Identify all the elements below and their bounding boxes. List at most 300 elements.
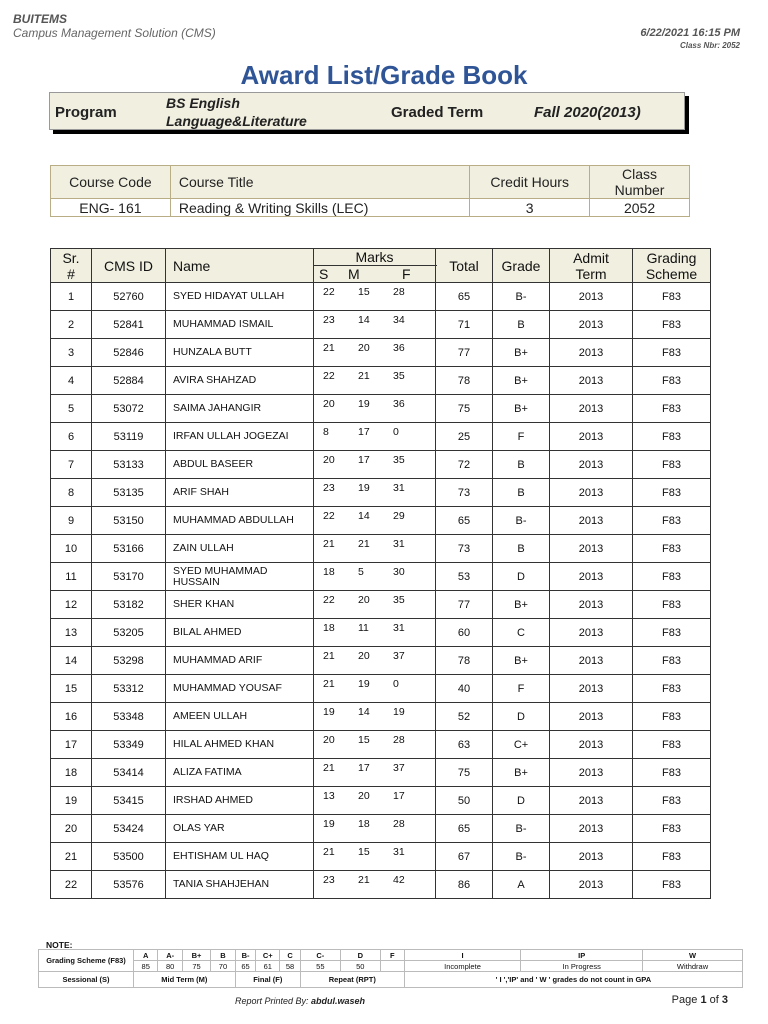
- admit-term-cell: 2013: [550, 703, 633, 731]
- admit-term-cell: 2013: [550, 619, 633, 647]
- sr-cell: 18: [51, 759, 92, 787]
- cms-id-cell: 53166: [92, 535, 166, 563]
- marks-cell: [314, 563, 436, 591]
- total-cell: 72: [436, 451, 493, 479]
- marks-m-value: 20: [358, 790, 370, 802]
- cms-id-cell: 52760: [92, 283, 166, 311]
- printed-by: [0, 996, 600, 1006]
- legend-grade: F: [380, 950, 404, 961]
- total-cell: 77: [436, 339, 493, 367]
- cms-id-cell: 52884: [92, 367, 166, 395]
- note-label: NOTE:: [46, 940, 73, 950]
- legend-min-mark: 70: [211, 961, 236, 972]
- legend-min-mark: 75: [182, 961, 210, 972]
- marks-s-value: 23: [323, 482, 335, 494]
- marks-m-value: 19: [358, 482, 370, 494]
- marks-f-value: 28: [393, 734, 405, 746]
- marks-f-value: 19: [393, 706, 405, 718]
- marks-cell: [314, 675, 436, 703]
- legend-grade: C: [280, 950, 301, 961]
- sr-cell: 16: [51, 703, 92, 731]
- legend-grade: W: [643, 950, 743, 961]
- report-datetime: 6/22/2021 16:15 PM: [640, 27, 740, 39]
- grade-cell: D: [493, 563, 550, 591]
- cms-id-cell: 53170: [92, 563, 166, 591]
- marks-f-value: 35: [393, 454, 405, 466]
- grade-cell: B+: [493, 591, 550, 619]
- marks-f-value: 36: [393, 398, 405, 410]
- table-row: [51, 339, 711, 367]
- marks-f-value: 31: [393, 622, 405, 634]
- marks-f-value: 42: [393, 874, 405, 886]
- name-cell: AMEEN ULLAH: [166, 703, 314, 731]
- admit-term-cell: 2013: [550, 535, 633, 563]
- org-name: BUITEMS: [13, 12, 67, 26]
- legend-min-mark: [380, 961, 404, 972]
- cms-id-cell: 52841: [92, 311, 166, 339]
- name-cell: HILAL AHMED KHAN: [166, 731, 314, 759]
- marks-cell: [314, 843, 436, 871]
- course-table: [50, 165, 690, 217]
- name-cell: ZAIN ULLAH: [166, 535, 314, 563]
- name-cell: EHTISHAM UL HAQ: [166, 843, 314, 871]
- grade-cell: B: [493, 535, 550, 563]
- grading-scheme-cell: F83: [633, 451, 711, 479]
- total-cell: 60: [436, 619, 493, 647]
- class-number-header-line1: Class: [622, 166, 658, 182]
- marks-f-value: 29: [393, 510, 405, 522]
- cms-id-cell: 53312: [92, 675, 166, 703]
- name-cell: MUHAMMAD ABDULLAH: [166, 507, 314, 535]
- marks-cell: [314, 283, 436, 311]
- grading-scheme-cell: F83: [633, 731, 711, 759]
- marks-f-value: 28: [393, 286, 405, 298]
- grading-scheme-cell: F83: [633, 563, 711, 591]
- marks-s-value: 20: [323, 734, 335, 746]
- grade-cell: A: [493, 871, 550, 899]
- grade-cell: B-: [493, 815, 550, 843]
- gpa-note: ' I ','IP' and ' W ' grades do not count in GPA: [404, 972, 742, 988]
- marks-f-value: 35: [393, 370, 405, 382]
- sr-cell: 21: [51, 843, 92, 871]
- legend-grade: A-: [158, 950, 182, 961]
- grade-cell: B-: [493, 843, 550, 871]
- table-row: [51, 423, 711, 451]
- course-code-header: Course Code: [51, 166, 171, 199]
- page-indicator: [672, 994, 728, 1006]
- marks-f-header: F: [402, 266, 411, 282]
- grading-scheme-header: [633, 249, 711, 283]
- cms-id-cell: 53415: [92, 787, 166, 815]
- total-cell: 67: [436, 843, 493, 871]
- marks-m-value: 14: [358, 510, 370, 522]
- midterm-label: Mid Term (M): [134, 972, 236, 988]
- table-row: [51, 843, 711, 871]
- table-row: [51, 647, 711, 675]
- admit-term-cell: 2013: [550, 563, 633, 591]
- admit-term-cell: 2013: [550, 815, 633, 843]
- legend-min-mark: 61: [256, 961, 280, 972]
- name-cell: IRFAN ULLAH JOGEZAI: [166, 423, 314, 451]
- class-number-header-line2: Number: [614, 182, 665, 198]
- table-row: [51, 675, 711, 703]
- marks-m-value: 18: [358, 818, 370, 830]
- total-cell: 53: [436, 563, 493, 591]
- name-cell: AVIRA SHAHZAD: [166, 367, 314, 395]
- sr-cell: 3: [51, 339, 92, 367]
- grade-cell: B-: [493, 507, 550, 535]
- page-number: 1: [700, 994, 707, 1006]
- cms-id-cell: 53072: [92, 395, 166, 423]
- marks-f-value: 36: [393, 342, 405, 354]
- marks-cell: [314, 787, 436, 815]
- marks-f-value: 37: [393, 650, 405, 662]
- sr-cell: 19: [51, 787, 92, 815]
- cms-id-header: CMS ID: [92, 249, 166, 283]
- grade-cell: F: [493, 675, 550, 703]
- marks-m-value: 15: [358, 846, 370, 858]
- grade-cell: B+: [493, 759, 550, 787]
- admit-term-header-line2: Term: [575, 265, 607, 282]
- name-cell: OLAS YAR: [166, 815, 314, 843]
- marks-s-value: 21: [323, 650, 335, 662]
- marks-cell: [314, 423, 436, 451]
- marks-s-value: 22: [323, 510, 335, 522]
- total-cell: 63: [436, 731, 493, 759]
- marks-s-value: 21: [323, 678, 335, 690]
- grading-scheme-label: Grading Scheme (F83): [39, 950, 134, 972]
- program-value-line2: Language&Literature: [166, 113, 307, 129]
- legend-grade: C-: [300, 950, 340, 961]
- admit-term-cell: 2013: [550, 451, 633, 479]
- marks-s-value: 22: [323, 286, 335, 298]
- marks-cell: [314, 591, 436, 619]
- table-row: [51, 815, 711, 843]
- grading-scheme-header-line2: Scheme: [645, 265, 698, 282]
- marks-s-value: 8: [323, 426, 329, 438]
- table-row: [51, 591, 711, 619]
- grade-cell: C: [493, 619, 550, 647]
- marks-f-value: 31: [393, 846, 405, 858]
- name-cell: SYED HIDAYAT ULLAH: [166, 283, 314, 311]
- sr-cell: 15: [51, 675, 92, 703]
- marks-s-value: 23: [323, 314, 335, 326]
- name-cell: IRSHAD AHMED: [166, 787, 314, 815]
- marks-f-value: 31: [393, 538, 405, 550]
- grade-cell: B: [493, 479, 550, 507]
- table-row: [51, 731, 711, 759]
- name-cell: ABDUL BASEER: [166, 451, 314, 479]
- table-row: [51, 619, 711, 647]
- table-row: [51, 871, 711, 899]
- cms-id-cell: 53150: [92, 507, 166, 535]
- sr-cell: 17: [51, 731, 92, 759]
- total-cell: 75: [436, 759, 493, 787]
- marks-f-value: 34: [393, 314, 405, 326]
- marks-s-value: 18: [323, 566, 335, 578]
- admit-term-cell: 2013: [550, 787, 633, 815]
- marks-cell: [314, 703, 436, 731]
- legend-min-mark: In Progress: [521, 961, 643, 972]
- sr-cell: 20: [51, 815, 92, 843]
- table-row: [51, 563, 711, 591]
- admit-term-header: [550, 249, 633, 283]
- total-cell: 65: [436, 507, 493, 535]
- legend-grade: B+: [182, 950, 210, 961]
- marks-s-header: S: [319, 266, 329, 282]
- marks-cell: [314, 815, 436, 843]
- total-cell: 40: [436, 675, 493, 703]
- program-box: [49, 92, 685, 130]
- legend-min-mark: 58: [280, 961, 301, 972]
- total-header: Total: [436, 249, 493, 283]
- admit-term-cell: 2013: [550, 395, 633, 423]
- legend-grade: D: [340, 950, 380, 961]
- table-row: [51, 535, 711, 563]
- total-cell: 77: [436, 591, 493, 619]
- marks-m-value: 20: [358, 594, 370, 606]
- marks-m-value: 21: [358, 874, 370, 886]
- admit-term-cell: 2013: [550, 423, 633, 451]
- grading-scheme-cell: F83: [633, 535, 711, 563]
- cms-id-cell: 53205: [92, 619, 166, 647]
- admit-term-header-line1: Admit: [573, 249, 609, 266]
- admit-term-cell: 2013: [550, 731, 633, 759]
- total-cell: 25: [436, 423, 493, 451]
- grade-cell: F: [493, 423, 550, 451]
- admit-term-cell: 2013: [550, 507, 633, 535]
- marks-m-value: 5: [358, 566, 364, 578]
- sr-cell: 22: [51, 871, 92, 899]
- marks-f-value: 30: [393, 566, 405, 578]
- sr-cell: 5: [51, 395, 92, 423]
- grading-scheme-cell: F83: [633, 815, 711, 843]
- name-cell: ARIF SHAH: [166, 479, 314, 507]
- marks-m-value: 19: [358, 678, 370, 690]
- page-total: 3: [721, 994, 728, 1006]
- grading-scheme-cell: F83: [633, 843, 711, 871]
- marks-cell: [314, 871, 436, 899]
- marks-m-value: 14: [358, 706, 370, 718]
- grading-scheme-cell: F83: [633, 423, 711, 451]
- marks-header: Marks: [314, 249, 436, 266]
- marks-m-value: 20: [358, 650, 370, 662]
- sr-cell: 10: [51, 535, 92, 563]
- marks-m-value: 11: [358, 622, 369, 634]
- admit-term-cell: 2013: [550, 843, 633, 871]
- grade-cell: B+: [493, 339, 550, 367]
- grading-scheme-cell: F83: [633, 507, 711, 535]
- cms-id-cell: 53500: [92, 843, 166, 871]
- table-row: [51, 507, 711, 535]
- legend-grade: A: [134, 950, 158, 961]
- repeat-label: Repeat (RPT): [300, 972, 404, 988]
- legend-min-mark: 85: [134, 961, 158, 972]
- sr-cell: 9: [51, 507, 92, 535]
- name-cell: MUHAMMAD ISMAIL: [166, 311, 314, 339]
- printed-by-user: abdul.waseh: [311, 996, 366, 1006]
- table-row: [51, 479, 711, 507]
- sr-header-line1: Sr.: [62, 249, 80, 266]
- course-title-value: Reading & Writing Skills (LEC): [170, 199, 469, 217]
- marks-cell: [314, 451, 436, 479]
- marks-f-value: 0: [393, 426, 399, 438]
- grading-scheme-cell: F83: [633, 871, 711, 899]
- system-name: Campus Management Solution (CMS): [13, 26, 216, 40]
- name-cell: HUNZALA BUTT: [166, 339, 314, 367]
- table-row: [51, 311, 711, 339]
- sr-cell: 12: [51, 591, 92, 619]
- marks-cell: [314, 367, 436, 395]
- marks-m-value: 14: [358, 314, 370, 326]
- cms-id-cell: 53298: [92, 647, 166, 675]
- grading-scheme-header-line1: Grading: [646, 249, 697, 266]
- sessional-label: Sessional (S): [39, 972, 134, 988]
- grading-scheme-cell: F83: [633, 619, 711, 647]
- grade-cell: B: [493, 311, 550, 339]
- legend-min-mark: 50: [340, 961, 380, 972]
- cms-id-cell: 52846: [92, 339, 166, 367]
- marks-cell: [314, 535, 436, 563]
- table-row: [51, 703, 711, 731]
- admit-term-cell: 2013: [550, 283, 633, 311]
- marks-f-value: 28: [393, 818, 405, 830]
- cms-id-cell: 53182: [92, 591, 166, 619]
- total-cell: 52: [436, 703, 493, 731]
- grade-cell: C+: [493, 731, 550, 759]
- marks-s-value: 21: [323, 538, 335, 550]
- marks-subheader: [314, 266, 436, 283]
- graded-term-value: Fall 2020(2013): [534, 104, 641, 121]
- grading-scheme-cell: F83: [633, 479, 711, 507]
- class-nbr: Class Nbr: 2052: [679, 41, 740, 50]
- total-cell: 50: [436, 787, 493, 815]
- marks-cell: [314, 395, 436, 423]
- grading-scheme-cell: F83: [633, 759, 711, 787]
- sr-header: [51, 249, 92, 283]
- total-cell: 78: [436, 367, 493, 395]
- grade-cell: B-: [493, 283, 550, 311]
- sr-cell: 14: [51, 647, 92, 675]
- program-value-line1: BS English: [166, 95, 240, 111]
- legend-min-mark: Incomplete: [404, 961, 521, 972]
- grade-header: Grade: [493, 249, 550, 283]
- marks-s-value: 20: [323, 398, 335, 410]
- name-header: Name: [166, 249, 314, 283]
- sr-cell: 1: [51, 283, 92, 311]
- marks-s-value: 21: [323, 342, 335, 354]
- legend-grade: I: [404, 950, 521, 961]
- total-cell: 73: [436, 479, 493, 507]
- cms-id-cell: 53424: [92, 815, 166, 843]
- grade-cell: B+: [493, 647, 550, 675]
- table-row: [51, 395, 711, 423]
- legend-min-mark: 55: [300, 961, 340, 972]
- name-cell: MUHAMMAD YOUSAF: [166, 675, 314, 703]
- cms-id-cell: 53414: [92, 759, 166, 787]
- marks-s-value: 22: [323, 594, 335, 606]
- final-label: Final (F): [235, 972, 300, 988]
- admit-term-cell: 2013: [550, 759, 633, 787]
- sr-cell: 8: [51, 479, 92, 507]
- grade-cell: B+: [493, 395, 550, 423]
- course-title-header: Course Title: [170, 166, 469, 199]
- name-cell: TANIA SHAHJEHAN: [166, 871, 314, 899]
- grade-cell: B+: [493, 367, 550, 395]
- cms-id-cell: 53576: [92, 871, 166, 899]
- grade-cell: D: [493, 787, 550, 815]
- marks-f-value: 31: [393, 482, 405, 494]
- marks-s-value: 13: [323, 790, 335, 802]
- marks-m-value: 19: [358, 398, 370, 410]
- grading-scheme-cell: F83: [633, 283, 711, 311]
- name-cell: ALIZA FATIMA: [166, 759, 314, 787]
- grading-scheme-cell: F83: [633, 787, 711, 815]
- sr-cell: 13: [51, 619, 92, 647]
- cms-id-cell: 53135: [92, 479, 166, 507]
- marks-m-value: 17: [358, 454, 370, 466]
- marks-s-value: 19: [323, 706, 335, 718]
- sr-cell: 11: [51, 563, 92, 591]
- grade-cell: D: [493, 703, 550, 731]
- total-cell: 78: [436, 647, 493, 675]
- marks-cell: [314, 479, 436, 507]
- admit-term-cell: 2013: [550, 871, 633, 899]
- name-cell: SAIMA JAHANGIR: [166, 395, 314, 423]
- grading-legend: [38, 949, 743, 988]
- grades-table: [50, 248, 711, 899]
- marks-cell: [314, 731, 436, 759]
- marks-m-value: 15: [358, 286, 370, 298]
- marks-s-value: 21: [323, 762, 335, 774]
- name-cell: SHER KHAN: [166, 591, 314, 619]
- grade-cell: B: [493, 451, 550, 479]
- name-cell: MUHAMMAD ARIF: [166, 647, 314, 675]
- legend-grade: C+: [256, 950, 280, 961]
- name-cell: BILAL AHMED: [166, 619, 314, 647]
- credit-hours-value: 3: [470, 199, 590, 217]
- marks-f-value: 0: [393, 678, 399, 690]
- grading-scheme-cell: F83: [633, 675, 711, 703]
- credit-hours-header: Credit Hours: [470, 166, 590, 199]
- table-row: [51, 451, 711, 479]
- admit-term-cell: 2013: [550, 591, 633, 619]
- marks-m-value: 21: [358, 538, 370, 550]
- grading-scheme-cell: F83: [633, 591, 711, 619]
- table-row: [51, 367, 711, 395]
- class-number-header: [590, 166, 690, 199]
- admit-term-cell: 2013: [550, 479, 633, 507]
- marks-m-value: 17: [358, 426, 370, 438]
- cms-id-cell: 53133: [92, 451, 166, 479]
- marks-m-value: 15: [358, 734, 370, 746]
- marks-cell: [314, 647, 436, 675]
- cms-id-cell: 53348: [92, 703, 166, 731]
- sr-cell: 7: [51, 451, 92, 479]
- marks-cell: [314, 759, 436, 787]
- sr-header-line2: #: [67, 265, 75, 282]
- legend-grade: B: [211, 950, 236, 961]
- total-cell: 75: [436, 395, 493, 423]
- marks-s-value: 21: [323, 846, 335, 858]
- total-cell: 65: [436, 283, 493, 311]
- grading-scheme-cell: F83: [633, 703, 711, 731]
- sr-cell: 6: [51, 423, 92, 451]
- total-cell: 86: [436, 871, 493, 899]
- admit-term-cell: 2013: [550, 367, 633, 395]
- legend-min-mark: Withdraw: [643, 961, 743, 972]
- legend-grade: IP: [521, 950, 643, 961]
